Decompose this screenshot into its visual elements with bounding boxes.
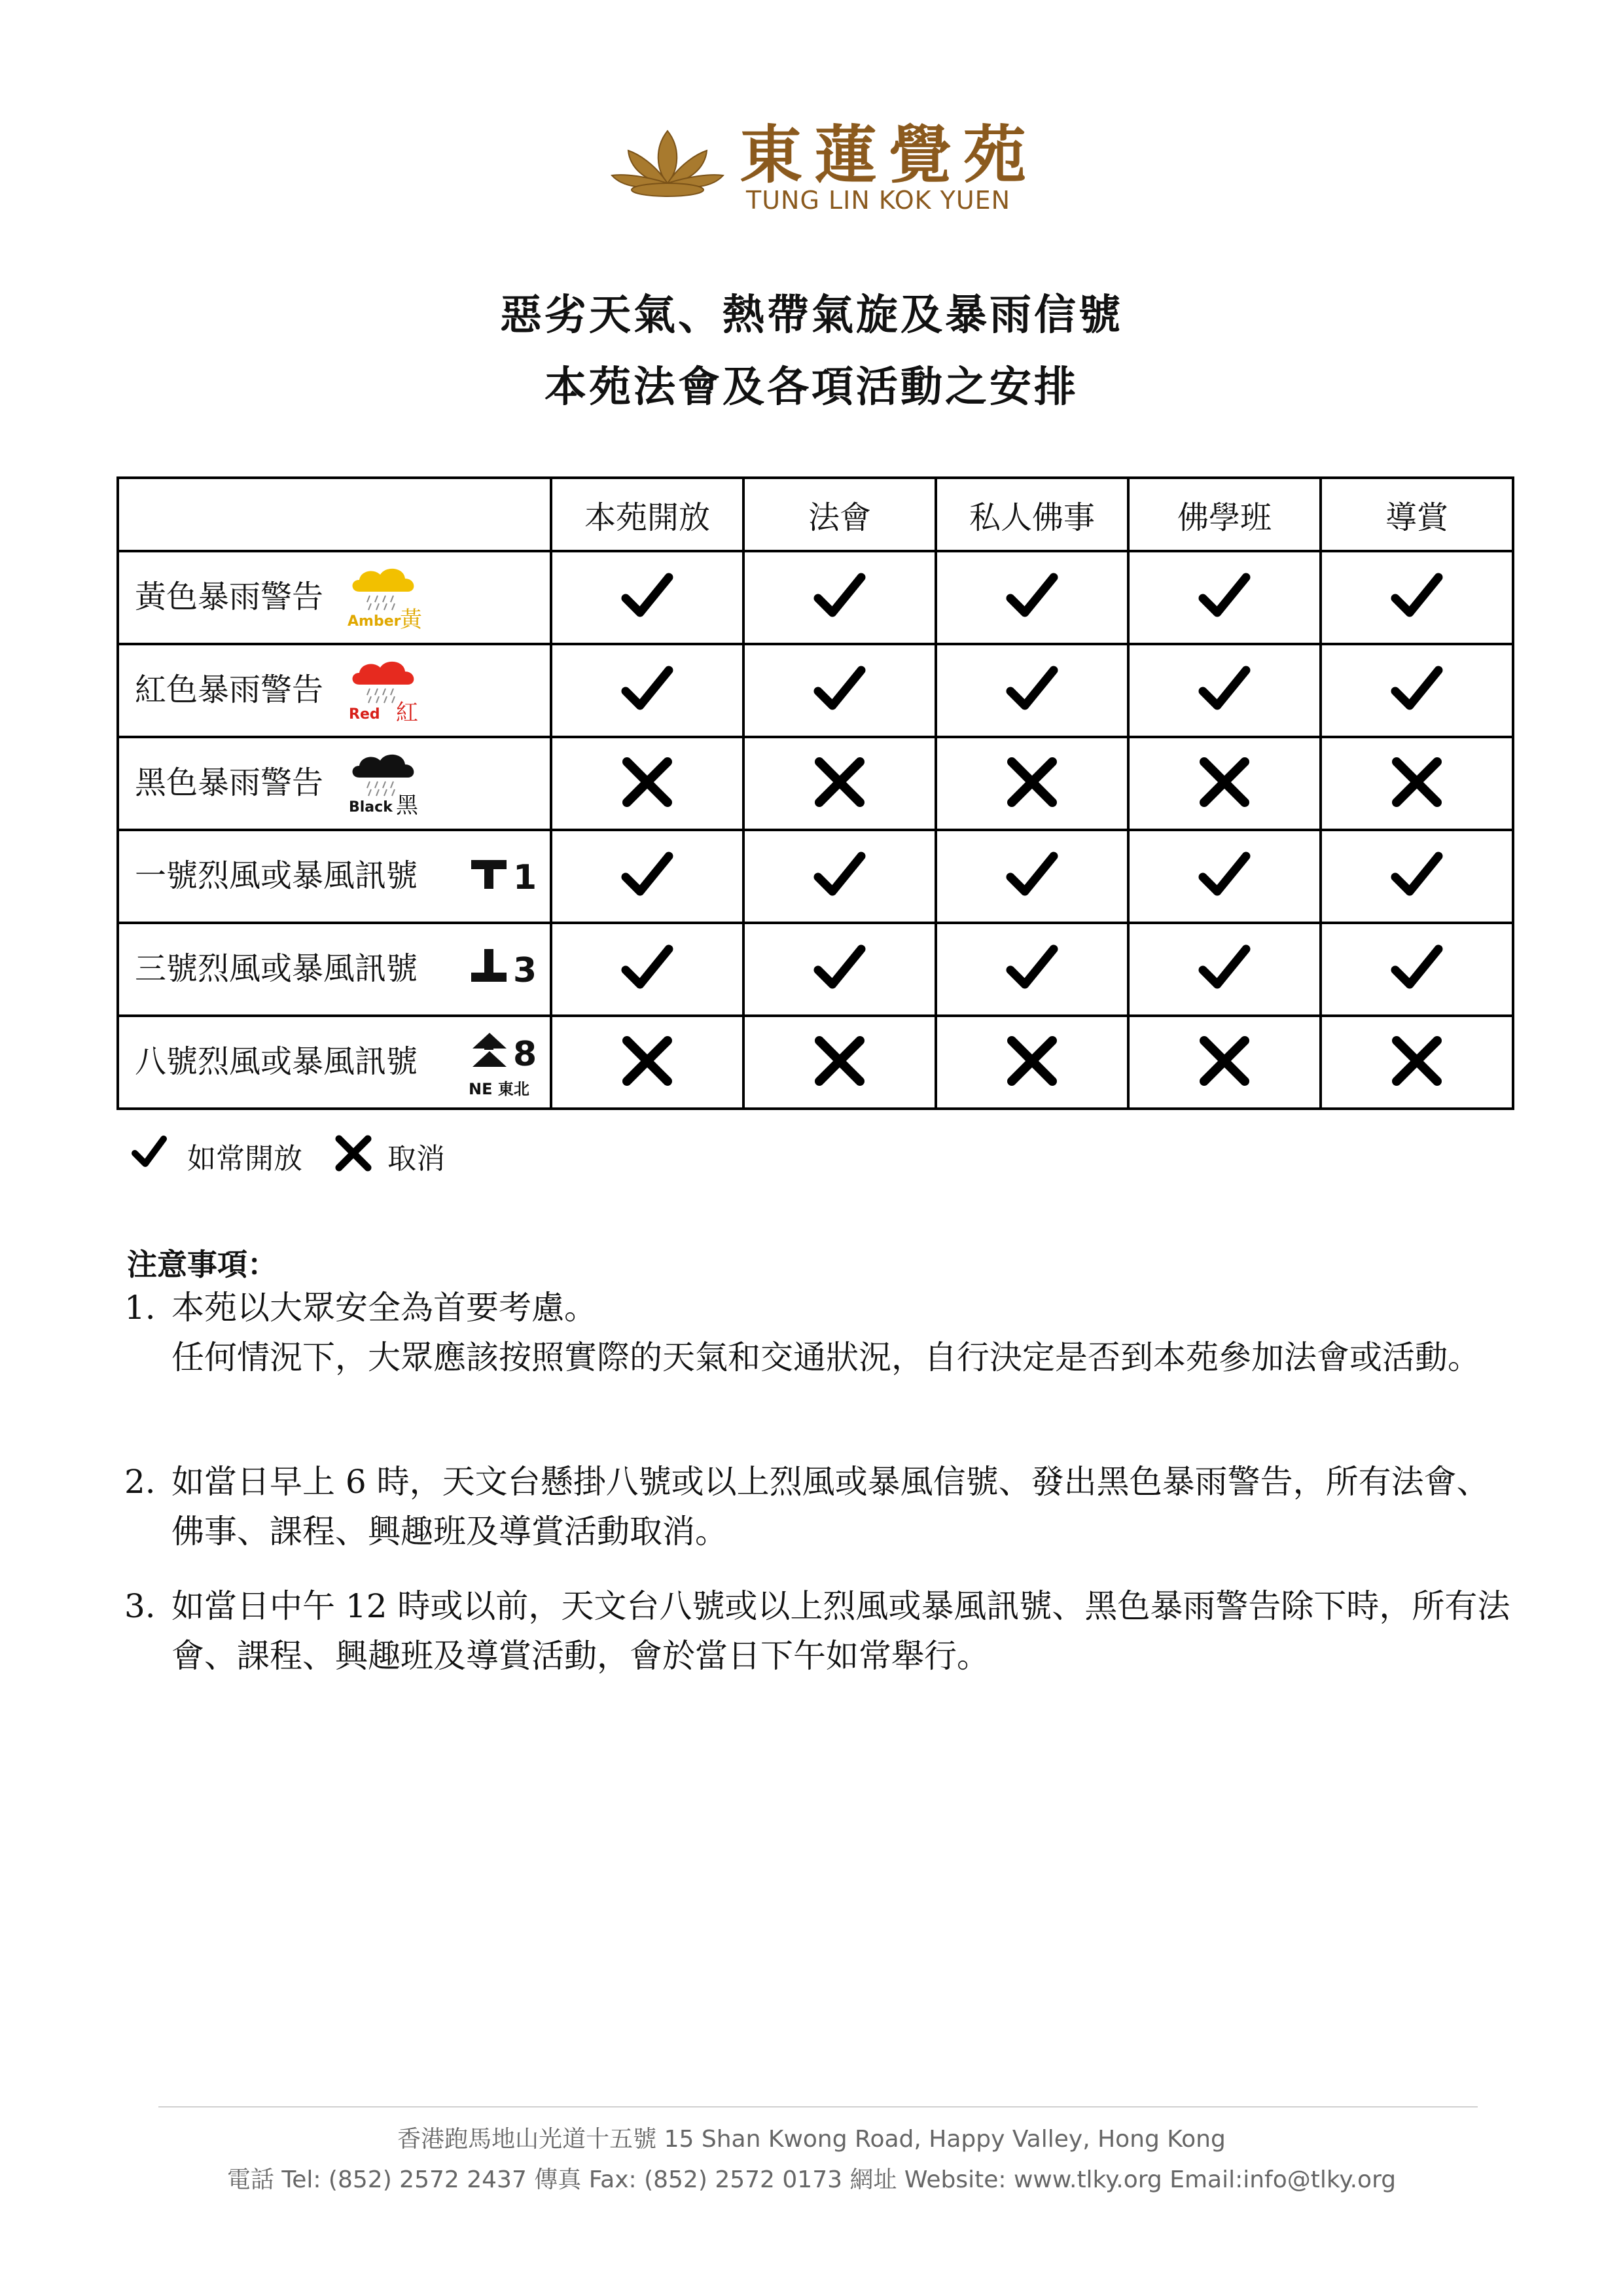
note-number: 3. xyxy=(124,1587,156,1625)
footer-contact: 電話 Tel: (852) 2572 2437 傳真 Fax: (852) 2572 0173 網址 Website: www.tlky.org Email:info@tlky.org xyxy=(226,2166,1397,2193)
status-open-cell xyxy=(1321,551,1513,644)
status-cancel-cell xyxy=(936,1016,1128,1109)
status-open-cell xyxy=(551,551,743,644)
logo-english-name: TUNG LIN KOK YUEN xyxy=(746,186,1011,215)
cross-icon xyxy=(1389,1033,1445,1089)
row-label: 黃色暴雨警告 xyxy=(135,578,324,615)
cross-icon xyxy=(812,1033,868,1089)
check-icon xyxy=(619,940,675,996)
row-label-cell xyxy=(118,644,551,737)
svg-text:3: 3 xyxy=(513,951,537,990)
status-cancel-cell xyxy=(743,1016,936,1109)
status-cancel-cell xyxy=(743,737,936,830)
check-icon xyxy=(812,847,868,903)
row-label-cell xyxy=(118,923,551,1016)
row-label: 紅色暴雨警告 xyxy=(135,671,324,708)
svg-text:8: 8 xyxy=(513,1035,537,1074)
note-text-continued: 任何情況下，大眾應該按照實際的天氣和交通狀況，自行決定是否到本苑參加法會或活動。 xyxy=(171,1338,1480,1376)
check-icon xyxy=(1004,568,1060,624)
table-row xyxy=(118,644,1513,737)
status-cancel-cell xyxy=(1321,737,1513,830)
note-text: 本苑以大眾安全為首要考慮。 xyxy=(171,1289,597,1327)
status-cancel-cell xyxy=(551,737,743,830)
logo xyxy=(609,118,1038,216)
check-icon xyxy=(1004,847,1060,903)
table-row xyxy=(118,551,1513,644)
row-label: 三號烈風或暴風訊號 xyxy=(135,950,418,987)
check-icon xyxy=(1389,661,1445,717)
check-icon xyxy=(619,568,675,624)
cross-icon xyxy=(812,754,868,810)
column-header: 法會 xyxy=(743,478,936,551)
check-icon xyxy=(1004,940,1060,996)
column-header: 本苑開放 xyxy=(551,478,743,551)
row-label-cell xyxy=(118,737,551,830)
page-title-line2: 本苑法會及各項活動之安排 xyxy=(544,363,1079,412)
table-header-row xyxy=(118,478,1513,551)
table-row xyxy=(118,830,1513,923)
check-icon xyxy=(1196,847,1253,903)
cross-icon xyxy=(1389,754,1445,810)
table-row xyxy=(118,737,1513,830)
status-cancel-cell xyxy=(551,1016,743,1109)
status-open-cell xyxy=(743,551,936,644)
logo-chinese-name: 東蓮覺苑 xyxy=(740,118,1038,192)
status-open-cell xyxy=(743,830,936,923)
status-open-cell xyxy=(551,923,743,1016)
header-blank xyxy=(118,478,551,551)
row-label: 八號烈風或暴風訊號 xyxy=(135,1043,418,1080)
row-label: 一號烈風或暴風訊號 xyxy=(135,857,418,894)
svg-text:Black: Black xyxy=(349,799,393,816)
red-rainstorm-icon xyxy=(345,655,423,723)
amber-rainstorm-icon xyxy=(345,562,423,630)
table-row xyxy=(118,1016,1513,1109)
check-icon xyxy=(1389,940,1445,996)
svg-text:Red: Red xyxy=(349,706,380,723)
status-open-cell xyxy=(936,830,1128,923)
check-icon xyxy=(1389,847,1445,903)
note-number: 2. xyxy=(124,1463,156,1501)
check-icon xyxy=(1004,661,1060,717)
status-open-cell xyxy=(743,644,936,737)
typhoon-signal-8-ne-icon xyxy=(466,1026,544,1098)
table-row xyxy=(118,923,1513,1016)
note-number: 1. xyxy=(124,1289,156,1327)
status-open-cell xyxy=(936,644,1128,737)
status-open-cell xyxy=(1128,923,1321,1016)
check-icon xyxy=(1196,568,1253,624)
cross-icon xyxy=(1004,754,1060,810)
column-header: 佛學班 xyxy=(1128,478,1321,551)
column-header: 私人佛事 xyxy=(936,478,1128,551)
status-open-cell xyxy=(1321,923,1513,1016)
check-icon xyxy=(619,847,675,903)
note-item xyxy=(124,1457,1512,1556)
row-label-cell xyxy=(118,830,551,923)
footer-divider xyxy=(158,2106,1478,2108)
cross-icon xyxy=(1196,1033,1253,1089)
black-rainstorm-icon xyxy=(345,747,423,816)
svg-text:黑: 黑 xyxy=(396,793,418,816)
arrangement-table xyxy=(116,476,1514,1110)
check-icon xyxy=(131,1134,168,1170)
status-open-cell xyxy=(936,551,1128,644)
check-icon xyxy=(812,568,868,624)
svg-text:Amber: Amber xyxy=(348,613,401,630)
svg-text:紅: 紅 xyxy=(396,700,418,723)
legend-cancel-label: 取消 xyxy=(387,1142,445,1175)
check-icon xyxy=(1196,940,1253,996)
check-icon xyxy=(619,661,675,717)
check-icon xyxy=(812,661,868,717)
row-label-cell xyxy=(118,551,551,644)
notes-title: 注意事項： xyxy=(127,1247,277,1282)
svg-text:NE 東北: NE 東北 xyxy=(469,1080,529,1098)
footer-address: 香港跑馬地山光道十五號 15 Shan Kwong Road, Happy Valley, Hong Kong xyxy=(397,2126,1226,2153)
status-open-cell xyxy=(1321,830,1513,923)
check-icon xyxy=(1389,568,1445,624)
legend-open-label: 如常開放 xyxy=(187,1142,302,1175)
check-icon xyxy=(812,940,868,996)
status-cancel-cell xyxy=(1128,737,1321,830)
status-open-cell xyxy=(1128,644,1321,737)
status-open-cell xyxy=(551,644,743,737)
status-open-cell xyxy=(1321,644,1513,737)
cross-icon xyxy=(619,1033,675,1089)
typhoon-signal-1-icon xyxy=(466,840,544,912)
svg-text:黃: 黃 xyxy=(400,607,422,630)
note-item xyxy=(124,1581,1512,1681)
cross-icon xyxy=(619,754,675,810)
status-cancel-cell xyxy=(1128,1016,1321,1109)
cross-icon xyxy=(1004,1033,1060,1089)
note-item xyxy=(124,1283,1512,1382)
lotus-logo-icon xyxy=(609,118,726,203)
cross-icon xyxy=(1196,754,1253,810)
note-text: 如當日早上 6 時，天文台懸掛八號或以上烈風或暴風信號、發出黑色暴雨警告，所有法會、佛事、課程、興趣班及導賞活動取消。 xyxy=(171,1463,1489,1551)
status-cancel-cell xyxy=(936,737,1128,830)
status-cancel-cell xyxy=(1321,1016,1513,1109)
status-open-cell xyxy=(936,923,1128,1016)
status-open-cell xyxy=(551,830,743,923)
cross-icon xyxy=(334,1134,373,1173)
typhoon-signal-3-icon xyxy=(466,933,544,1005)
status-open-cell xyxy=(1128,830,1321,923)
page-title-line1: 惡劣天氣、熱帶氣旋及暴雨信號 xyxy=(500,291,1123,340)
note-text: 如當日中午 12 時或以前，天文台八號或以上烈風或暴風訊號、黑色暴雨警告除下時，所有法會、課程、興趣班及導賞活動，會於當日下午如常舉行。 xyxy=(171,1587,1510,1675)
check-icon xyxy=(1196,661,1253,717)
row-label: 黑色暴雨警告 xyxy=(135,764,324,801)
status-open-cell xyxy=(743,923,936,1016)
svg-text:1: 1 xyxy=(513,858,537,897)
status-open-cell xyxy=(1128,551,1321,644)
column-header: 導賞 xyxy=(1321,478,1513,551)
row-label-cell xyxy=(118,1016,551,1109)
